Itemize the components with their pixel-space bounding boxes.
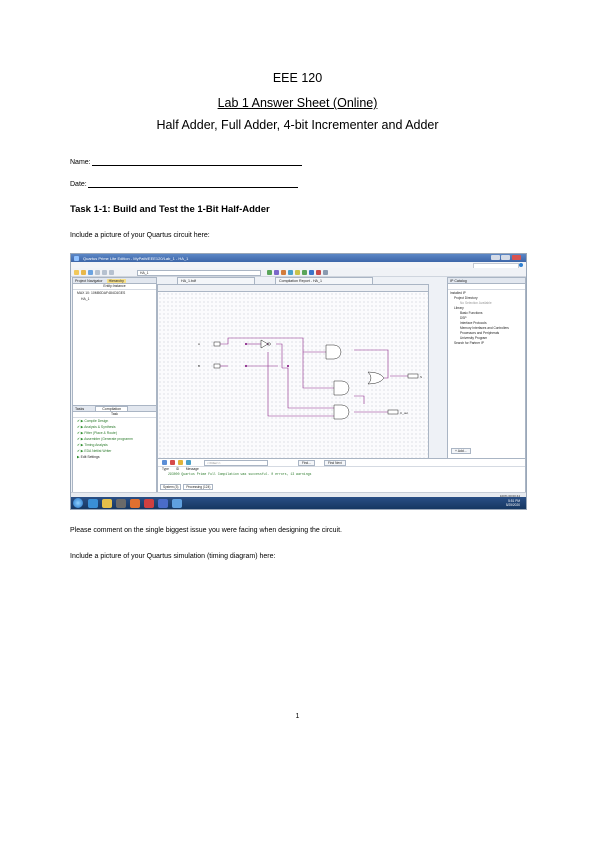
task-label: Fitter (Place & Route) <box>84 431 117 435</box>
warning-filter-icon[interactable] <box>178 460 183 465</box>
name-line <box>92 158 302 166</box>
ip-catalog-item[interactable]: Interface Protocols <box>460 321 487 325</box>
analyze-icon[interactable] <box>267 270 272 275</box>
half-adder-schematic <box>158 292 428 458</box>
window-title: Quartus Prime Lite Edition - MyPath/EEE120/Lab_1 - HA_1 <box>83 255 189 261</box>
project-combo[interactable]: HA_1 <box>137 270 261 277</box>
play-icon[interactable] <box>288 270 293 275</box>
settings-icon[interactable] <box>323 270 328 275</box>
lab-topic: Half Adder, Full Adder, 4-bit Incrementer and Adder <box>156 118 439 132</box>
date-line <box>88 180 298 188</box>
play-icon[interactable]: ▶ <box>79 449 85 453</box>
message-filter-input[interactable]: <<Filter>> <box>204 460 268 466</box>
windows-taskbar <box>71 497 526 509</box>
new-icon[interactable] <box>74 270 79 275</box>
instruction-simulation: Include a picture of your Quartus simulation (timing diagram) here: <box>70 553 276 560</box>
cut-icon[interactable] <box>95 270 100 275</box>
date-label: Date: <box>70 181 87 188</box>
copy-icon[interactable] <box>102 270 107 275</box>
message-row[interactable]: 293000 Quartus Prime Full Compilation was successful. 0 errors, 13 warnings <box>168 472 312 476</box>
task-label: Timing Analysis <box>84 443 108 447</box>
and-gate-2 <box>334 381 349 395</box>
maximize-icon[interactable] <box>501 255 510 260</box>
play-icon[interactable]: ▶ <box>79 431 85 435</box>
ip-catalog-item[interactable]: DSP <box>460 316 467 320</box>
check-icon: ✔ <box>77 431 80 435</box>
stop-icon[interactable] <box>316 270 321 275</box>
entity-top[interactable]: HA_1 <box>81 297 90 301</box>
clock-time: 5:51 PM <box>508 498 520 503</box>
task-label: EDA Netlist Writer <box>84 449 112 453</box>
not-gate-bubble <box>268 343 270 345</box>
name-label: Name: <box>70 159 91 166</box>
and-gate-3 <box>334 405 349 419</box>
ip-catalog-item[interactable]: Library <box>454 306 464 310</box>
name-field[interactable] <box>70 158 302 166</box>
chrome-icon[interactable] <box>144 499 154 508</box>
open-icon[interactable] <box>81 270 86 275</box>
answer-sheet-title: Lab 1 Answer Sheet (Online) <box>217 96 378 110</box>
check-icon: ✔ <box>77 443 80 447</box>
play-icon[interactable]: ▶ <box>79 425 85 429</box>
play-icon[interactable]: ▶ <box>79 419 85 423</box>
messages-toolbar <box>158 459 525 467</box>
input-pin-a-box <box>214 342 220 346</box>
date-field[interactable] <box>70 180 298 188</box>
ip-catalog-item[interactable]: Installed IP <box>450 291 466 295</box>
task-label: Analysis & Synthesis <box>84 425 116 429</box>
check-icon: ✔ <box>77 419 80 423</box>
system-clock <box>506 499 520 507</box>
output-pin-cout-box <box>388 410 398 414</box>
info-filter-icon[interactable] <box>186 460 191 465</box>
minimize-icon[interactable] <box>491 255 500 260</box>
explorer-icon[interactable] <box>102 499 112 508</box>
ip-catalog-item[interactable]: Basic Functions <box>460 311 483 315</box>
tasks-flow-select[interactable]: Compilation <box>95 406 128 412</box>
timing-icon[interactable] <box>295 270 300 275</box>
chip-icon[interactable] <box>274 270 279 275</box>
output-pin-sum-box <box>408 374 418 378</box>
quartus-screenshot <box>70 253 527 510</box>
ip-catalog-item[interactable]: Search for Partner IP <box>454 341 484 345</box>
entity-device[interactable]: MAX 10: 10M50DAF484C6GES <box>77 291 126 295</box>
firefox-icon[interactable] <box>130 499 140 508</box>
navigator-header: Project Navigator Hierarchy <box>73 278 156 284</box>
find-button[interactable]: Find... <box>298 460 315 466</box>
project-navigator-panel <box>72 277 157 406</box>
check-icon: ✔ <box>77 425 80 429</box>
messages-columns: Type ID Message <box>162 467 199 471</box>
task-item[interactable] <box>77 431 117 435</box>
netlist-icon[interactable] <box>302 270 307 275</box>
tab-processing-messages[interactable]: Processing (124) <box>183 484 213 490</box>
app-icon <box>74 256 79 261</box>
task-label: Edit Settings <box>80 455 100 459</box>
app-icon-6[interactable] <box>158 499 168 508</box>
status-progress: 100% 00:00:44 <box>499 493 520 498</box>
wire-and-down <box>268 352 334 416</box>
undo-icon[interactable] <box>109 270 114 275</box>
pin-label-cout: C_out <box>400 411 409 415</box>
pin-label-b: B <box>198 363 201 368</box>
entity-header: Entity:Instance <box>73 284 156 290</box>
quartus-taskbar-icon[interactable] <box>172 499 182 508</box>
tasks-column-header: Task <box>73 412 156 418</box>
hierarchy-tab[interactable]: Hierarchy <box>108 279 124 283</box>
task-item[interactable] <box>77 437 133 441</box>
wire-inv-a <box>276 344 282 368</box>
check-icon: ✔ <box>77 449 80 453</box>
task-item[interactable] <box>77 443 108 447</box>
ip-catalog-header: IP Catalog <box>448 278 525 284</box>
wire-and-to-or <box>354 396 364 404</box>
search-icon[interactable] <box>519 263 523 267</box>
ip-add-button[interactable]: + Add... <box>451 448 471 454</box>
ip-catalog-item[interactable]: Memory Interfaces and Controllers <box>460 326 509 330</box>
tab-compilation-report[interactable]: Compilation Report - HA_1 <box>275 277 373 284</box>
editor-tabs <box>157 277 427 284</box>
error-filter-icon[interactable] <box>170 460 175 465</box>
task-item[interactable] <box>77 419 108 423</box>
pin-label-s: S <box>420 375 423 379</box>
messages-panel <box>157 458 526 493</box>
input-pin-b-box <box>214 364 220 368</box>
compile-icon[interactable] <box>281 270 286 275</box>
programmer-icon[interactable] <box>309 270 314 275</box>
or-gate <box>368 372 384 384</box>
pin-label-a: A <box>198 341 201 346</box>
ip-catalog-item[interactable]: Project Directory <box>454 296 478 300</box>
play-icon[interactable]: ▶ <box>77 455 81 459</box>
ie-icon[interactable] <box>88 499 98 508</box>
play-icon[interactable]: ▶ <box>79 437 85 441</box>
ip-catalog-item[interactable]: No Selection Available <box>460 301 492 305</box>
task-item[interactable] <box>77 449 111 453</box>
instruction-circuit: Include a picture of your Quartus circuit here: <box>70 232 210 239</box>
ip-catalog-item[interactable]: University Program <box>460 336 488 340</box>
ip-catalog-panel <box>447 277 526 459</box>
find-next-button[interactable]: Find Next <box>324 460 346 466</box>
messages-tabs <box>160 485 213 489</box>
junction-dot-1 <box>245 343 247 345</box>
ip-search-row[interactable] <box>448 284 525 290</box>
junction-dot-3 <box>245 365 247 367</box>
tab-system-messages[interactable]: System (3) <box>160 484 181 490</box>
tab-schematic[interactable]: HA_1.bdf <box>177 277 255 284</box>
page-number: 1 <box>295 713 300 720</box>
course-code: EEE 120 <box>272 71 323 85</box>
task-heading: Task 1-1: Build and Test the 1-Bit Half-Adder <box>70 204 270 215</box>
not-gate-a <box>261 340 268 348</box>
junction-dot-4 <box>287 365 289 367</box>
save-icon[interactable] <box>88 270 93 275</box>
and-gate-1 <box>326 345 341 359</box>
main-toolbar <box>71 268 526 277</box>
play-icon[interactable]: ▶ <box>79 443 85 447</box>
clock-date: 5/25/2020 <box>505 502 520 507</box>
ip-catalog-item[interactable]: Processors and Peripherals <box>460 331 500 335</box>
check-icon: ✔ <box>77 437 80 441</box>
wire-a-xor-cout <box>220 338 334 388</box>
task-item[interactable] <box>77 455 100 459</box>
task-label: Compile Design <box>84 419 109 423</box>
media-icon[interactable] <box>116 499 126 508</box>
close-icon[interactable] <box>512 255 521 260</box>
window-titlebar <box>71 254 526 262</box>
task-item[interactable] <box>77 425 116 429</box>
instruction-comment: Please comment on the single biggest issue you were facing when designing the circuit. <box>70 527 342 534</box>
schematic-canvas[interactable] <box>157 291 429 459</box>
tasks-panel <box>72 405 157 499</box>
filter-all-icon[interactable] <box>162 460 167 465</box>
tasks-header: Tasks Compilation <box>73 406 156 412</box>
task-label: Assembler (Generate programm <box>84 437 133 441</box>
start-button-icon[interactable] <box>73 498 83 508</box>
